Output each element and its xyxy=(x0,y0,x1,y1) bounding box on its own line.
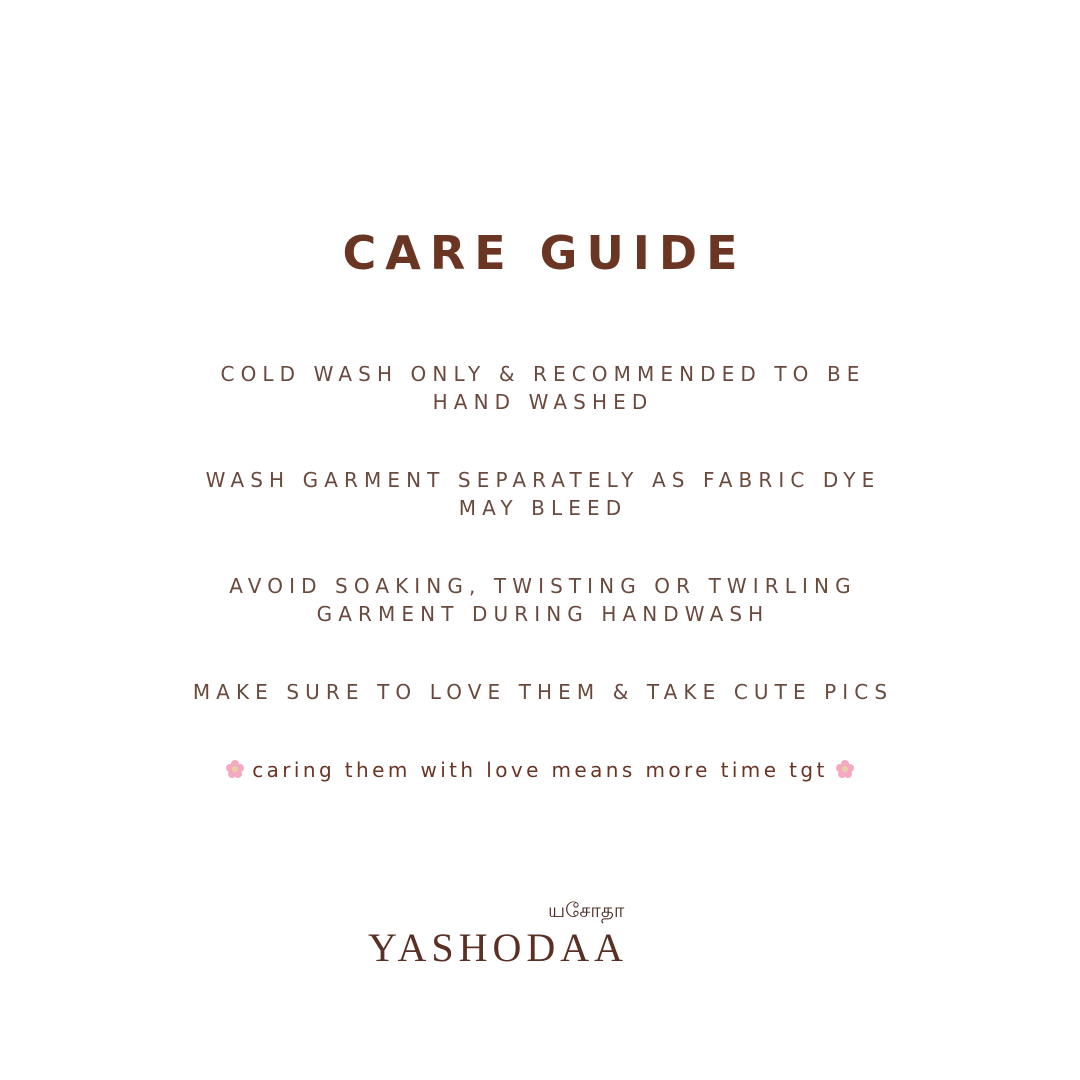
care-instruction-love-them xyxy=(140,678,940,706)
cherry-blossom-icon xyxy=(836,760,854,778)
care-instructions-list xyxy=(140,360,940,757)
care-instruction-line: WASH GARMENT SEPARATELY AS FABRIC DYE xyxy=(205,468,881,492)
care-instruction-cold-wash xyxy=(140,360,940,416)
brand-logo xyxy=(360,896,690,976)
tagline-text: caring them with love means more time tgt xyxy=(252,758,828,782)
care-instruction-line: COLD WASH ONLY & RECOMMENDED TO BE xyxy=(220,362,866,386)
care-instruction-line: GARMENT DURING HANDWASH xyxy=(316,602,770,626)
brand-logo-tamil: யசோதா xyxy=(548,898,625,922)
tagline xyxy=(0,756,1080,784)
care-instruction-avoid-soaking xyxy=(140,572,940,628)
cherry-blossom-icon xyxy=(226,760,244,778)
care-instruction-line: AVOID SOAKING, TWISTING OR TWIRLING xyxy=(229,574,857,598)
care-instruction-line: MAKE SURE TO LOVE THEM & TAKE CUTE PICS xyxy=(192,680,894,704)
care-instruction-line: HAND WASHED xyxy=(432,390,654,414)
care-instruction-line: MAY BLEED xyxy=(458,496,628,520)
page-title: CARE GUIDE xyxy=(342,226,747,280)
brand-logo-name: YASHODAA xyxy=(368,925,629,970)
care-instruction-wash-separately xyxy=(140,466,940,522)
